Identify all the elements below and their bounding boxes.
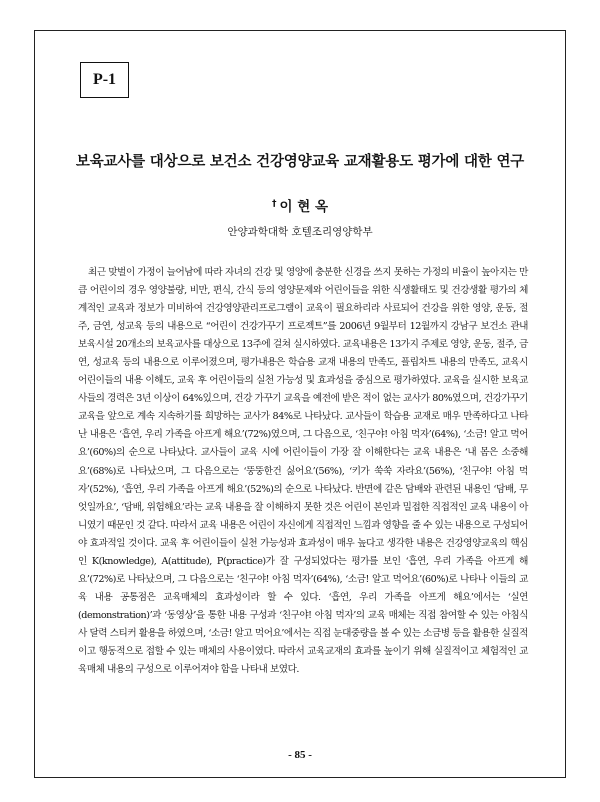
poster-label-text: P-1 [92,71,117,88]
abstract-body: 최근 맞벌이 가정이 늘어남에 따라 자녀의 건강 및 영양에 충분한 신경을 쓰지 못하는 가정의 비율이 높아지는 만큼 어린이의 경우 영양불량, 비만, 편식, 간식 등의 영양문제와 어린이들을 위한 식생활태도 및 건강생활 평가의 체계적인 교육과 정보가 미비하여 건강영양관리프로그램이 교육이 필요하리라 사료되어 건강을 위한 영양, 운동, 절주, 금연, 성교육 등의 내용으로 “어린이 건강가꾸기 프로젝트”를 2006년 9월부터 12월까지 강남구 보건소 관내 보육시설 20개소의 보육교사를 대상으로 13주에 걸쳐 실시하였다. 교육내용은 13가지 주제로 영양, 운동, 절주, 금연, 성교육 등의 내용으로 이루어졌으며, 평가내용은 학습용 교재 내용의 만족도, 플립차트 내용의 만족도, 교육시 어린이들의 내용 이해도, 교육 후 어린이들의 실천 가능성 및 효과성을 중심으로 평가하였다. 교육을 실시한 보육교사들의 경력은 3년 이상이 64%있으며, 건강 가꾸기 교육을 예전에 받은 적이 없는 교사가 80%였으며, 건강가꾸기 교육을 앞으로 계속 지속하기를 희망하는 교사가 84%로 나타났다. 교사들이 학습용 교재로 매우 만족하다고 나타난 내용은 ‘흡연, 우리 가족을 아프게 해요’(72%)였으며, 그 다음으로, ‘친구야! 아침 먹자’(64%), ‘소금! 알고 먹어요’(60%)의 순으로 나타났다. 교사들이 교육 시에 어린이들이 가장 잘 이해한다는 교육 내용은 ‘내 몸은 소중해요’(68%)로 나타났으며, 그 다음으로는 ‘뚱뚱한건 싫어요’(56%), ‘키가 쑥쑥 자라요’(56%), ‘친구야! 아침 먹자’(52%), ‘흡연, 우리 가족을 아프게 해요’(52%)의 순으로 나타났다. 반면에 같은 담배와 관련된 내용인 ‘담배, 무엇일까요’, ‘담배, 위험해요’라는 교육 내용을 잘 이해하지 못한 것은 어린이 본인과 밀접한 직접적인 교육 내용이 아니였기 때문인 것 같다. 따라서 교육 내용은 어린이 자신에게 직접적인 느낌과 영향을 줄 수 있는 내용으로 구성되어야 효과적일 것이다. 교육 후 어린이들이 실천 가능성과 효과성이 매우 높다고 생각한 내용은 건강영양교육의 핵심인 K(knowledge), A(attitude), P(practice)가 잘 구성되었다는 평가를 보인 ‘흡연, 우리 가족을 아프게 해요’(72%)로 나타났으며, 그 다음으로는 ‘친구야! 아침 먹자’(64%), ‘소금! 알고 먹어요’(60%)로 나타나 이들의 교육 내용 공통점은 교육매체의 효과성이라 할 수 있다. ‘흡연, 우리 가족을 아프게 해요’에서는 ‘실연(demonstration)’과 ‘동영상’을 통한 내용 구성과 ‘친구야! 아침 먹자’의 교육 매체는 직접 참여할 수 있는 아침식사 달력 스티커 활용을 하였으며, ‘소금! 알고 먹어요’에서는 직접 눈대중량을 볼 수 있는 소금병 등을 활용한 실질적이고 행동적으로 접할 수 있는 매체의 사용이였다. 따라서 교육교재의 효과를 높이기 위해 실질적이고 체험적인 교육매체 내용의 구성으로 이루어져야 함을 나타내 보였다. [78,267,528,676]
corresponding-author-mark: † [271,198,277,209]
paper-title: 보육교사를 대상으로 보건소 건강영양교육 교재활용도 평가에 대한 연구 [75,154,525,170]
poster-label [80,62,129,98]
affiliation: 안양과학대학 호텔조리영양학부 [227,226,373,238]
page-number: - 85 - [288,749,312,761]
author-name: 이 현 옥 [279,199,329,215]
author [40,195,560,215]
